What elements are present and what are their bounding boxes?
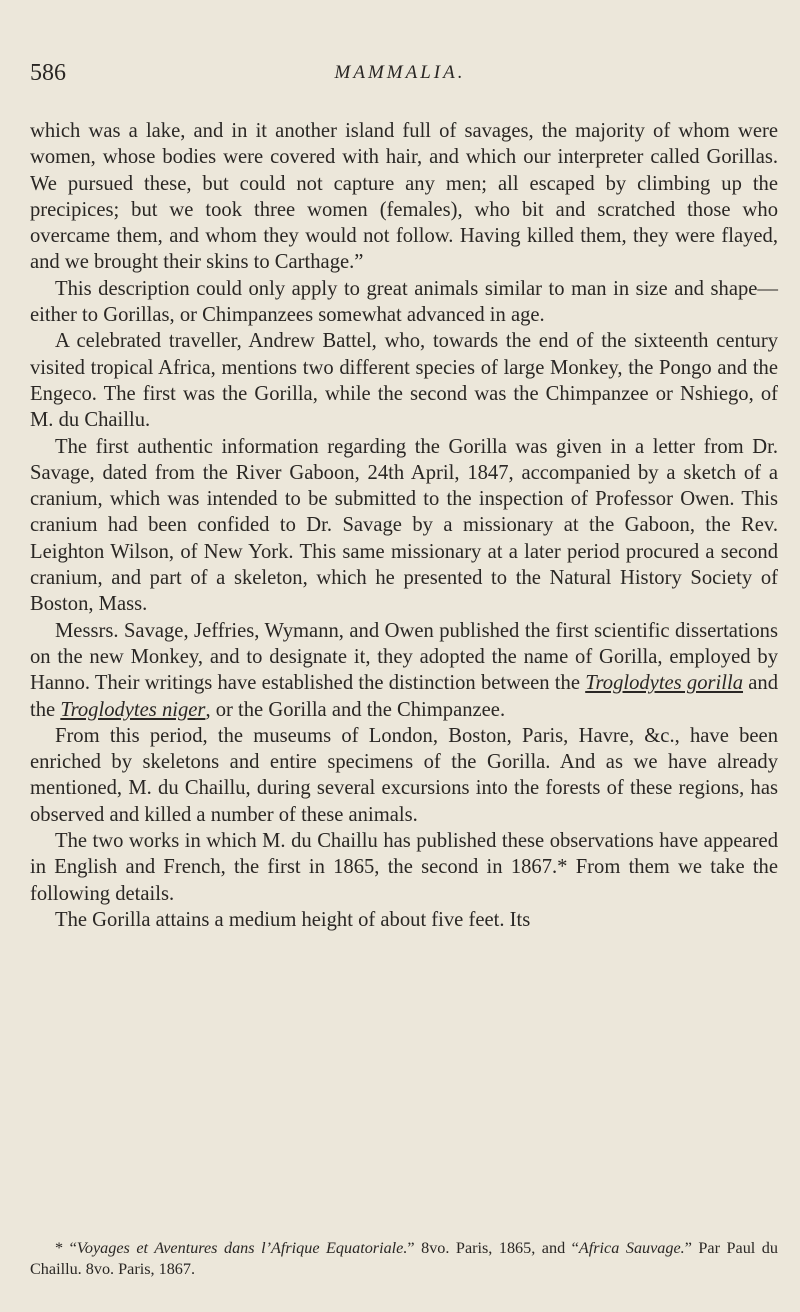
paragraph-text: , or the Gorilla and the Chimpanzee. [205, 698, 506, 721]
paragraph: This description could only apply to great animals similar to man in size and shape—either to Gorillas, or Chimpanzees somewhat advanced in age. [30, 277, 778, 327]
footnote-part: ” 8vo. Paris, 1865, and “ [407, 1239, 579, 1257]
paragraph-text: and the [30, 672, 778, 721]
footnote [30, 1238, 778, 1280]
paragraph: The first authentic information regarding the Gorilla was given in a letter from Dr. Savage, dated from the River Gaboon, 24th April, 1847, accompanied by a sketch of a cranium, which was intended to be submitted to the inspection of Professor Owen. This cranium had been confided to Dr. Savage by a missionary at the Gaboon, the Rev. Leighton Wilson, of New York. This same missionary at a later period procured a second cranium, and part of a skeleton, which he presented to the Natural History Society of Boston, Mass. [30, 435, 778, 616]
book-title: Africa Sauvage. [578, 1239, 685, 1257]
footnote-marker: * “ [55, 1239, 77, 1257]
paragraph: The two works in which M. du Chaillu has published these observations have appeared in English and French, the first in 1865, the second in 1867.* From them we take the following details. [30, 830, 778, 905]
body-text [30, 118, 778, 933]
paragraph: From this period, the museums of London, Boston, Paris, Havre, &c., have been enriched by skeletons and entire specimens of the Gorilla. And as we have already mentioned, M. du Chaillu, during several excursions into the forests of these regions, has observed and killed a number of these animals. [30, 724, 778, 826]
paragraph-text: Messrs. Savage, Jeffries, Wymann, and Owen published the first scientific dissertations on the new Monkey, and to designate it, they adopted the name of Gorilla, employed by Hanno. Their writings have established the distinction between the [30, 619, 778, 695]
footnote-text [30, 1238, 778, 1280]
species-name: Troglodytes gorilla [585, 672, 744, 695]
page-number: 586 [30, 60, 66, 86]
paragraph: A celebrated traveller, Andrew Battel, who, towards the end of the sixteenth century visited tropical Africa, mentions two different species of large Monkey, the Pongo and the Engeco. The first was the Gorilla, while the second was the Chimpanzee or Nshiego, of M. du Chaillu. [30, 330, 778, 432]
paragraph: The Gorilla attains a medium height of about five feet. Its [55, 908, 531, 931]
page-header [30, 60, 770, 100]
paragraph: which was a lake, and in it another island full of savages, the majority of whom were women, whose bodies were covered with hair, and which our interpreter called Gorillas. We pursued these, but could not capture any men; all escaped by climbing up the precipices; but we took three women (females), who bit and scratched those who overcame them, and whom they would not follow. Having killed them, they were flayed, and we brought their skins to Carthage.” [30, 120, 778, 274]
running-title: MAMMALIA. [334, 62, 466, 83]
book-title: Voyages et Aventures dans l’Afrique Equatoriale. [76, 1239, 408, 1257]
species-name: Troglodytes niger [60, 698, 206, 721]
paragraph [30, 618, 778, 723]
footnote-part: ” Par Paul du Chaillu. 8vo. Paris, 1867. [30, 1239, 778, 1278]
